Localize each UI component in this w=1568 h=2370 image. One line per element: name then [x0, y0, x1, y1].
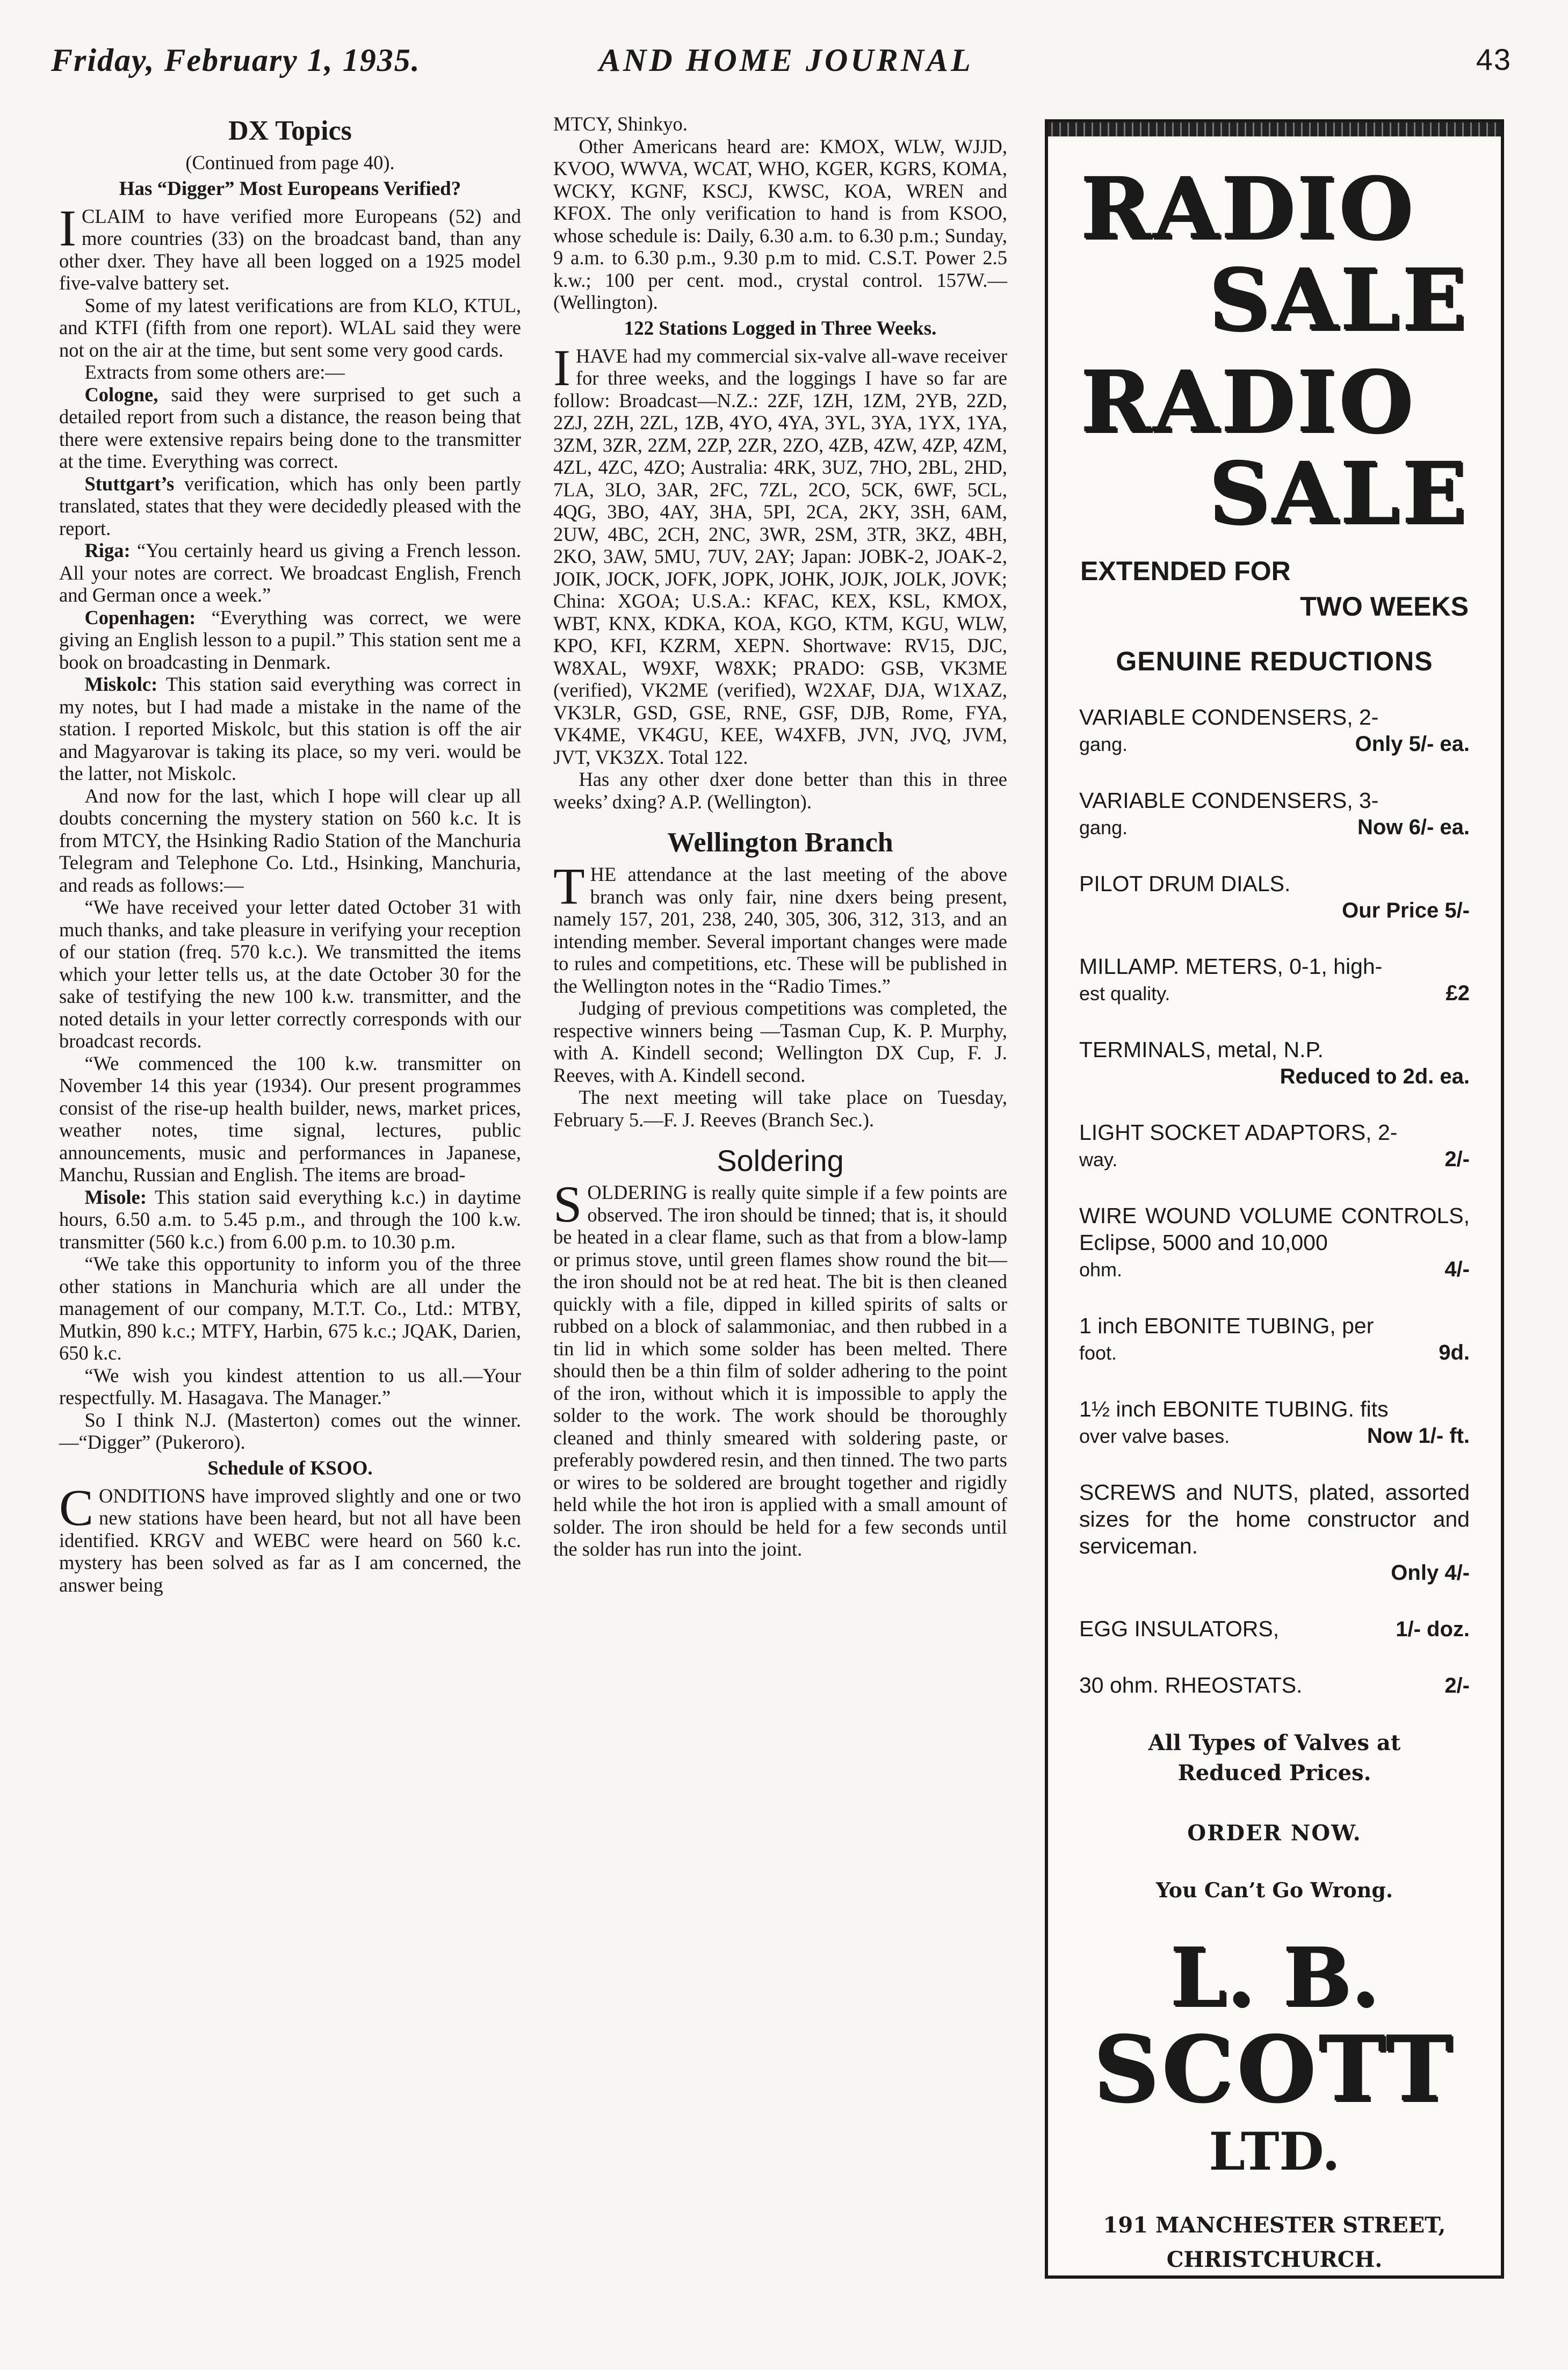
paragraph: “We have received your letter dated October 31 with much thanks, and take pleasure in verifying your reception of our station (freq. 570 k.c.). We transmitted the items which your letter tells us, at the date October 30 for the sake of testifying the new 100 k.w. transmitter, and the noted details in your letter correctly corresponds with our broadcast records. [59, 896, 521, 1052]
paragraph [59, 673, 521, 785]
paragraph [59, 1478, 521, 1596]
paragraph [59, 1186, 521, 1253]
ad-ltd: LTD. [1209, 2121, 1340, 2182]
ad-item-sub: gang. [1079, 733, 1128, 755]
ad-item [1079, 1202, 1470, 1283]
paragraph: Other Americans heard are: KMOX, WLW, WJJD, KVOO, WWVA, WCAT, WHO, KGER, KGRS, KOMA, WCKY, KGNF, KSCJ, KWSC, KOA, WREN and KFOX. The only verification to hand is from KSOO, whose schedule is: Daily, 6.30 a.m. to 6.30 p.m.; Sunday, 9 a.m. to 6.30 p.m., 9.30 p.m to mid. C.S.T. Power 2.5 k.w.; 100 per cent. mod., crystal control. 157W.—(Wellington). [553, 135, 1007, 313]
ad-sale-2: SALE [1208, 444, 1469, 543]
ad-lb: L. B. [1170, 1930, 1379, 2025]
paragraph [553, 1175, 1007, 1560]
paragraph: So I think N.J. (Masterton) comes out the winner.—“Digger” (Pukeroro). [59, 1408, 521, 1453]
ad-item-price: Our Price 5/- [1342, 899, 1470, 922]
lead-in: Miskolc: [84, 673, 158, 695]
ad-item-name: EGG INSULATORS, [1079, 1616, 1280, 1641]
ad-item-price: 4/- [1444, 1258, 1470, 1281]
ad-item-price: 2/- [1444, 1674, 1470, 1697]
ad-cant-go-wrong: You Can’t Go Wrong. [1155, 1878, 1393, 1902]
ad-radio-1: RADIO [1080, 159, 1415, 258]
ad-address [1048, 2208, 1501, 2277]
ad-valves-line-2: Reduced Prices. [1177, 1760, 1371, 1786]
paragraph: “We commenced the 100 k.w. transmitter on November 14 this year (1934). Our present programmes consist of the rise-up health builder, news, market prices, weather notes, time signal, lectures, public announcements, music and performances in Japanese, Manchu, Russian and English. The items are broad- [59, 1052, 521, 1186]
paragraph-text: OLDERING is really quite simple if a few points are observed. The iron should be tinned; that is, it should be heated in a clear flame, such as that from a blow-lamp or primus stove, until green flames show round the bit—the iron should not be at red heat. The bit is then cleaned quickly with a file, dipped in killed spirits of salts or rubbed on a block of salammoniac, and then rubbed in a tin lid in which some solder has been melted. There should then be a thin film of solder adhering to the point of the iron, without which it is impossible to apply the solder to the work. The work should be thoroughly cleaned and thinly smeared with soldering paste, or preferably powdered resin, and then tinned. The two parts or wires to be soldered are brought together and rigidly held while the hot iron is applied with a small amount of solder. The iron should be held for a few seconds until the solder has run into the joint. [553, 1181, 1007, 1560]
paragraph [59, 384, 521, 473]
paragraph [59, 199, 521, 294]
ad-item [1079, 1119, 1470, 1173]
drop-cap: S [553, 1175, 582, 1233]
page-header [51, 42, 1512, 90]
ad-item-price: Now 6/- ea. [1357, 815, 1470, 839]
paragraph: “We wish you kindest attention to us all.—Your respectfully. M. Hasagava. The Manager.” [59, 1364, 521, 1408]
drop-cap: I [553, 338, 570, 396]
wellington-branch-title: Wellington Branch [667, 827, 893, 858]
ad-item [1079, 870, 1470, 924]
column-dx-topics [59, 113, 521, 1596]
ad-item-sub: gang. [1079, 817, 1128, 839]
paragraph: And now for the last, which I hope will clear up all doubts concerning the mystery station on 560 k.c. It is from MTCY, the Hsinking Radio Station of the Manchuria Telegram and Telephone Co. Ltd., Hsinking, Manchuria, and reads as follows:— [59, 784, 521, 896]
ad-extended-for: EXTENDED FOR [1080, 556, 1291, 586]
ad-top-band [1048, 122, 1501, 136]
ad-item [1079, 1036, 1470, 1090]
ad-scott: SCOTT [1093, 2015, 1456, 2122]
paragraph-text: said they were surprised to get such a detailed report from such a distance, the reason being that there were extensive repairs being done to the transmitter at the time. Everything was correct. [59, 383, 521, 472]
ad-item [1079, 953, 1470, 1007]
paragraph-text: ONDITIONS have improved slightly and one or two new stations have been heard, but not all have been identified. KRGV and WEBC were heard on 560 k.c. mystery has been solved as far as I am concerned, the answer being [59, 1484, 521, 1596]
paragraph [553, 338, 1007, 769]
lead-in: Copenhagen: [84, 606, 196, 628]
lead-in: Cologne, [84, 383, 158, 406]
ad-item-name: 1 inch EBONITE TUBING, per [1079, 1313, 1374, 1338]
ad-item-name: 1½ inch EBONITE TUBING. fits [1079, 1397, 1389, 1421]
ad-valves-line-1: All Types of Valves at [1148, 1730, 1401, 1755]
ad-item-sub: foot. [1079, 1342, 1117, 1364]
ad-item-list [1048, 704, 1501, 1699]
ad-item-name: TERMINALS, metal, N.P. [1079, 1037, 1324, 1062]
paragraph-text: HAVE had my commercial six-valve all-wave receiver for three weeks, and the loggings I have so far are follow: Broadcast—N.Z.: 2ZF, 1ZH, 1ZM, 2YB, 2ZD, 2ZJ, 2ZH, 2ZL, 1ZB, 4YO, 4YA, 3YL, 3YA, 1YX, 1YA, 3ZM, 3ZR, 2ZM, 2ZP, 2ZR, 2ZO, 4ZB, 4ZW, 4ZP, 4ZM, 4ZL, 4ZC, 4ZO; Australia: 4RK, 3UZ, 7HO, 2BL, 2HD, 7LA, 3LO, 3AR, 2FC, 7ZL, 2CO, 5CK, 6WF, 5CL, 4QG, 3BO, 4AY, 3HA, 5PI, 2CA, 2KY, 3SH, 6AM, 2UW, 4BC, 2CH, 2NC, 3WR, 2SM, 3TR, 3KZ, 4BH, 2KO, 3AW, 5MU, 7UV, 2AY; Japan: JOBK-2, JOAK-2, JOIK, JOCK, JOFK, JOPK, JOHK, JOJK, JOLK, JOVK; China: XGOA; U.S.A.: KFAC, KEX, KSL, KMOX, WBT, KNX, KDKA, KOA, KGO, KTM, KGU, WLW, KPO, KFI, KZRM, XEPN. Shortwave: RV15, DJC, W8XAL, W9XF, W8XK; PRADO: GSB, VK3ME (verified), VK2ME (verified), W2XAF, DJA, W1XAZ, VK3LR, GSD, GSE, RNE, GSF, DJB, Rome, FYA, VK4ME, VK4GU, KEE, W4XFB, JVN, JVQ, JVM, JVT, VK3ZX. Total 122. [553, 344, 1007, 768]
dx-topics-title: DX Topics [228, 115, 352, 146]
ad-item-price: 2/- [1444, 1147, 1470, 1171]
ad-item-name: VARIABLE CONDENSERS, 2- [1079, 705, 1379, 729]
ad-genuine-reductions: GENUINE REDUCTIONS [1116, 646, 1433, 676]
paragraph [59, 539, 521, 606]
ad-item [1079, 1396, 1470, 1450]
ad-two-weeks: TWO WEEKS [1300, 591, 1469, 622]
paragraph-text: This station said everything was correct in my notes, but I had made a mistake in the name of the station. I reported Miskolc, but this station is off the air and Magyarovar is taking its place, so my veri. would be the latter, not Miskolc. [59, 673, 521, 784]
ad-item-name: 30 ohm. RHEOSTATS. [1079, 1673, 1303, 1697]
paragraph: Some of my latest verifications are from KLO, KTUL, and KTFI (fifth from one report). WLAL said they were not on the air at the time, but sent some very good cards. [59, 294, 521, 361]
ad-item-price: 9d. [1439, 1341, 1470, 1364]
ad-order-now: ORDER NOW. [1187, 1820, 1362, 1846]
header-date: Friday, February 1, 1935. [51, 42, 421, 78]
ad-radio-2: RADIO [1080, 352, 1415, 452]
paragraph-text: “Everything was correct, we were giving an English lesson to a pupil.” This station sent me a book on broadcasting in Denmark. [59, 606, 521, 673]
ad-valves-note [1048, 1728, 1501, 1788]
paragraph-text: verification, which has only been partly translated, states that they were decidedly pleased with the report. [59, 472, 521, 539]
radio-sale-advertisement [1045, 119, 1504, 2279]
ad-item-name: SCREWS and NUTS, plated, assorted sizes for the home constructor and serviceman. [1079, 1480, 1470, 1558]
ad-item-sub: ohm. [1079, 1259, 1123, 1281]
page-number: 43 [1476, 42, 1512, 76]
paragraph: Judging of previous competitions was completed, the respective winners being —Tasman Cup, K. P. Murphy, with A. Kindell second; Wellington DX Cup, F. J. Reeves, with A. Kindell second. [553, 997, 1007, 1086]
ad-item [1079, 704, 1470, 758]
ad-item-name: MILLAMP. METERS, 0-1, high- [1079, 954, 1383, 979]
lead-in: Stuttgart’s [84, 472, 175, 495]
ad-item-price: Only 5/- ea. [1355, 732, 1470, 756]
paragraph: Extracts from some others are:— [84, 361, 345, 383]
subheading-digger: Has “Digger” Most Europeans Verified? [119, 177, 461, 200]
paragraph [553, 857, 1007, 997]
ad-sale-1: SALE [1208, 250, 1469, 350]
paragraph [59, 606, 521, 674]
paragraph-text: HE attendance at the last meeting of the above branch was only fair, nine dxers being present, namely 157, 201, 238, 240, 305, 306, 312, 313, and an intending member. Several important changes were made to rules and competitions, etc. These will be published in the Wellington notes in the “Radio Times.” [553, 863, 1007, 997]
ad-item [1079, 1479, 1470, 1586]
ad-item-price: 1/- doz. [1396, 1617, 1470, 1641]
ad-item-price: Now 1/- ft. [1367, 1424, 1470, 1448]
lead-in: Misole: [84, 1186, 147, 1208]
ad-address-street: 191 MANCHESTER STREET, [1103, 2213, 1446, 2238]
ad-item-name: WIRE WOUND VOLUME CONTROLS, Eclipse, 5000 and 10,000 [1079, 1203, 1470, 1255]
ad-address-city: CHRISTCHURCH. [1166, 2247, 1383, 2272]
ad-item-name: LIGHT SOCKET ADAPTORS, 2- [1079, 1120, 1398, 1145]
ad-item-name: VARIABLE CONDENSERS, 3- [1079, 788, 1379, 813]
paragraph-text: This station said everything k.c.) in daytime hours, 6.50 a.m. to 5.45 p.m., and through the 100 k.w. transmitter (560 k.c.) from 6.00 p.m. to 10.30 p.m. [59, 1186, 521, 1253]
continued-note: (Continued from page 40). [185, 151, 395, 174]
ad-item [1079, 1615, 1470, 1643]
subheading-ksoo: Schedule of KSOO. [207, 1457, 373, 1479]
ad-item [1079, 1312, 1470, 1367]
paragraph: MTCY, Shinkyo. [553, 113, 688, 135]
drop-cap: T [553, 857, 585, 915]
ad-item-name: PILOT DRUM DIALS. [1079, 871, 1291, 896]
paragraph-text: CLAIM to have verified more Europeans (52) and more countries (33) on the broadcast band, than any other dxer. They have all been logged on a 1925 model five-valve battery set. [59, 205, 521, 294]
ad-item-price: Only 4/- [1391, 1561, 1470, 1585]
paragraph [59, 473, 521, 540]
ad-item-price: Reduced to 2d. ea. [1280, 1065, 1470, 1088]
drop-cap: C [59, 1478, 94, 1536]
ad-item-sub: est quality. [1079, 982, 1170, 1005]
lead-in: Riga: [84, 539, 131, 561]
soldering-title: Soldering [717, 1144, 844, 1177]
paragraph: The next meeting will take place on Tuesday, February 5.—F. J. Reeves (Branch Sec.). [553, 1086, 1007, 1131]
drop-cap: I [59, 199, 76, 257]
ad-item [1079, 1672, 1470, 1699]
header-journal-title: AND HOME JOURNAL [599, 42, 973, 78]
ad-item-sub: way. [1079, 1148, 1118, 1170]
ad-item-price: £2 [1446, 981, 1470, 1005]
paragraph: Has any other dxer done better than this in three weeks’ dxing? A.P. (Wellington). [553, 768, 1007, 813]
subheading-122-stations: 122 Stations Logged in Three Weeks. [624, 317, 937, 339]
ad-item-sub: over valve bases. [1079, 1425, 1230, 1447]
column-two [553, 113, 1007, 1560]
ad-item [1079, 787, 1470, 841]
paragraph-text: “You certainly heard us giving a French lesson. All your notes are correct. We broadcast English, French and German once a week.” [59, 539, 521, 606]
paragraph: “We take this opportunity to inform you of the three other stations in Manchuria which are all under the management of our company, M.T.T. Co., Ltd.: MTBY, Mutkin, 890 k.c.; MTFY, Harbin, 675 k.c.; JQAK, Darien, 650 k.c. [59, 1253, 521, 1364]
